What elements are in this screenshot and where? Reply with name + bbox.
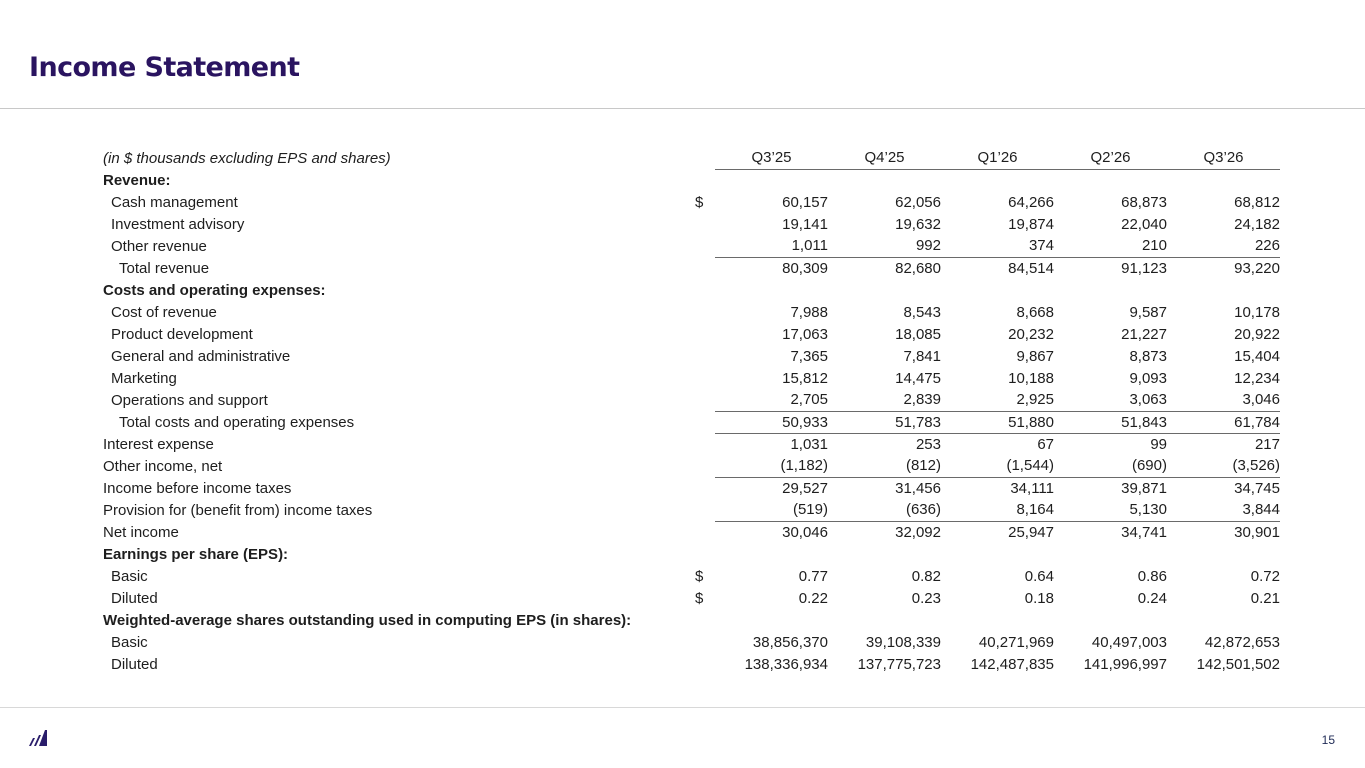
table-row — [103, 653, 1280, 675]
currency-symbol — [695, 389, 715, 411]
section-label: Revenue: — [103, 171, 171, 189]
row-label: Total costs and operating expenses — [119, 413, 355, 431]
value-cell — [715, 609, 828, 631]
value-cell: 5,130 — [1129, 501, 1167, 519]
table-row — [103, 521, 1280, 543]
value-cell: 8,543 — [903, 303, 941, 321]
table-row — [103, 345, 1280, 367]
page-title: Income Statement — [29, 52, 300, 83]
value-cell: 39,108,339 — [865, 633, 941, 651]
value-cell — [941, 543, 1054, 565]
currency-symbol — [695, 477, 715, 499]
value-cell: 0.86 — [1137, 567, 1167, 585]
currency-symbol — [695, 169, 715, 191]
value-cell: 210 — [1141, 237, 1167, 255]
currency-symbol — [695, 323, 715, 345]
row-label: Investment advisory — [111, 215, 245, 233]
value-cell — [1167, 609, 1280, 631]
table-row — [103, 169, 1280, 191]
value-cell: 24,182 — [1234, 215, 1280, 233]
currency-symbol: $ — [695, 567, 704, 585]
value-cell: 253 — [828, 433, 941, 455]
section-label: Earnings per share (EPS): — [103, 545, 289, 563]
row-label: Cost of revenue — [111, 303, 217, 321]
value-cell: 0.64 — [1024, 567, 1054, 585]
value-cell: 3,844 — [1242, 501, 1280, 519]
value-cell: 10,178 — [1234, 303, 1280, 321]
value-cell: 1,031 — [715, 433, 828, 455]
value-cell: 15,404 — [1234, 347, 1280, 365]
table-row — [103, 257, 1280, 279]
value-cell: 30,901 — [1167, 521, 1280, 543]
column-header: Q4’25 — [828, 147, 941, 169]
currency-symbol — [695, 455, 715, 477]
value-cell: 137,775,723 — [857, 655, 941, 673]
value-cell: 60,157 — [782, 193, 828, 211]
row-label: Total revenue — [119, 259, 210, 277]
table-row — [103, 235, 1280, 257]
value-cell: 51,843 — [1054, 411, 1167, 433]
column-header: Q3’26 — [1167, 147, 1280, 169]
currency-symbol: $ — [695, 589, 704, 607]
table-row — [103, 609, 1280, 631]
value-cell: 50,933 — [715, 411, 828, 433]
page-number: 15 — [1321, 733, 1335, 747]
value-cell: 22,040 — [1121, 215, 1167, 233]
section-label: Costs and operating expenses: — [103, 281, 326, 299]
table-row — [103, 323, 1280, 345]
value-cell: 61,784 — [1167, 411, 1280, 433]
value-cell — [941, 609, 1054, 631]
value-cell: 0.24 — [1137, 589, 1167, 607]
value-cell: 29,527 — [715, 477, 828, 499]
value-cell — [1167, 169, 1280, 191]
row-label: Operations and support — [111, 391, 268, 409]
value-cell: 19,141 — [782, 215, 828, 233]
value-cell: 64,266 — [1008, 193, 1054, 211]
value-cell: 30,046 — [715, 521, 828, 543]
value-cell — [941, 279, 1054, 301]
value-cell: 8,668 — [1016, 303, 1054, 321]
value-cell: 992 — [915, 237, 941, 255]
row-label: Marketing — [111, 369, 177, 387]
value-cell: 68,873 — [1121, 193, 1167, 211]
value-cell: 3,063 — [1129, 391, 1167, 409]
table-row — [103, 631, 1280, 653]
value-cell: 374 — [1028, 237, 1054, 255]
column-header: Q2’26 — [1054, 147, 1167, 169]
header-divider — [0, 108, 1365, 109]
value-cell: (812) — [905, 457, 941, 475]
value-cell: 67 — [941, 433, 1054, 455]
value-cell: 9,093 — [1129, 369, 1167, 387]
value-cell: 40,497,003 — [1091, 633, 1167, 651]
table-row — [103, 191, 1280, 213]
row-label: Basic — [111, 567, 148, 585]
currency-symbol: $ — [695, 193, 704, 211]
table-row — [103, 477, 1280, 499]
value-cell: 62,056 — [895, 193, 941, 211]
value-cell — [1054, 279, 1167, 301]
value-cell: 10,188 — [1008, 369, 1054, 387]
value-cell — [828, 169, 941, 191]
value-cell: 82,680 — [828, 257, 941, 279]
currency-symbol — [695, 367, 715, 389]
value-cell: 141,996,997 — [1083, 655, 1167, 673]
value-cell: 34,741 — [1054, 521, 1167, 543]
table-row — [103, 279, 1280, 301]
value-cell: 142,501,502 — [1196, 655, 1280, 673]
value-cell: 9,587 — [1129, 303, 1167, 321]
value-cell: 39,871 — [1054, 477, 1167, 499]
value-cell: 7,841 — [903, 347, 941, 365]
value-cell — [1167, 543, 1280, 565]
currency-symbol — [695, 433, 715, 455]
value-cell: 31,456 — [828, 477, 941, 499]
value-cell: 7,988 — [790, 303, 828, 321]
value-cell — [1054, 169, 1167, 191]
value-cell: 18,085 — [895, 325, 941, 343]
value-cell: 8,164 — [1016, 501, 1054, 519]
table-row — [103, 565, 1280, 587]
value-cell: 20,922 — [1234, 325, 1280, 343]
value-cell: 217 — [1167, 433, 1280, 455]
value-cell — [715, 543, 828, 565]
value-cell: 25,947 — [941, 521, 1054, 543]
value-cell: 34,111 — [941, 477, 1054, 499]
value-cell: 2,839 — [903, 391, 941, 409]
value-cell: 0.23 — [911, 589, 941, 607]
value-cell: 0.82 — [911, 567, 941, 585]
currency-symbol — [695, 279, 715, 301]
value-cell: 2,925 — [1016, 391, 1054, 409]
value-cell: 19,874 — [1008, 215, 1054, 233]
currency-symbol — [695, 345, 715, 367]
row-label: Other income, net — [103, 457, 223, 475]
value-cell: 93,220 — [1167, 257, 1280, 279]
table-row — [103, 389, 1280, 411]
value-cell: 2,705 — [790, 391, 828, 409]
row-label: Other revenue — [111, 237, 207, 255]
row-label: Diluted — [111, 589, 158, 607]
currency-symbol — [695, 521, 715, 543]
value-cell: 0.72 — [1250, 567, 1280, 585]
value-cell: 20,232 — [1008, 325, 1054, 343]
table-body — [103, 169, 1280, 675]
value-cell — [828, 543, 941, 565]
value-cell: 8,873 — [1129, 347, 1167, 365]
value-cell: 12,234 — [1234, 369, 1280, 387]
currency-symbol — [695, 609, 715, 631]
value-cell: 0.21 — [1250, 589, 1280, 607]
row-label: Product development — [111, 325, 253, 343]
value-cell — [828, 609, 941, 631]
row-label: Cash management — [111, 193, 238, 211]
row-label: Basic — [111, 633, 148, 651]
currency-symbol — [695, 631, 715, 653]
value-cell: 19,632 — [895, 215, 941, 233]
value-cell: (1,182) — [780, 457, 828, 475]
value-cell: 17,063 — [782, 325, 828, 343]
row-label: Provision for (benefit from) income taxes — [103, 501, 373, 519]
currency-symbol — [695, 653, 715, 675]
value-cell: 42,872,653 — [1204, 633, 1280, 651]
currency-symbol — [695, 301, 715, 323]
table-row — [103, 301, 1280, 323]
table-row — [103, 367, 1280, 389]
value-cell — [1054, 609, 1167, 631]
table-row — [103, 411, 1280, 433]
value-cell: 15,812 — [782, 369, 828, 387]
value-cell: 51,880 — [941, 411, 1054, 433]
value-cell: 9,867 — [1016, 347, 1054, 365]
table-row — [103, 587, 1280, 609]
table-row — [103, 455, 1280, 477]
company-logo-icon — [28, 727, 48, 747]
value-cell: 34,745 — [1167, 477, 1280, 499]
value-cell — [941, 169, 1054, 191]
value-cell: (1,544) — [1006, 457, 1054, 475]
value-cell: 0.77 — [798, 567, 828, 585]
table-row — [103, 499, 1280, 521]
section-label: Weighted-average shares outstanding used in computing EPS (in shares): — [103, 611, 632, 629]
value-cell — [1054, 543, 1167, 565]
value-cell: 1,011 — [791, 237, 828, 255]
row-label: Interest expense — [103, 435, 214, 453]
column-header: Q3’25 — [715, 147, 828, 169]
value-cell — [715, 279, 828, 301]
value-cell: 38,856,370 — [752, 633, 828, 651]
value-cell: 32,092 — [828, 521, 941, 543]
value-cell: 99 — [1054, 433, 1167, 455]
row-label: General and administrative — [111, 347, 291, 365]
value-cell: (690) — [1131, 457, 1167, 475]
value-cell: 138,336,934 — [744, 655, 828, 673]
value-cell: 226 — [1254, 237, 1280, 255]
currency-symbol — [695, 235, 715, 257]
value-cell: 91,123 — [1054, 257, 1167, 279]
income-statement-table — [103, 147, 1280, 675]
value-cell — [828, 279, 941, 301]
value-cell: 68,812 — [1234, 193, 1280, 211]
value-cell: 21,227 — [1121, 325, 1167, 343]
row-label: Net income — [103, 523, 179, 541]
value-cell: 14,475 — [895, 369, 941, 387]
table-row — [103, 433, 1280, 455]
currency-symbol — [695, 499, 715, 521]
value-cell: 80,309 — [715, 257, 828, 279]
value-cell: 142,487,835 — [970, 655, 1054, 673]
footer-divider — [0, 707, 1365, 708]
currency-symbol — [695, 543, 715, 565]
row-label: Income before income taxes — [103, 479, 292, 497]
table-header-row — [103, 147, 1280, 169]
table-units-note: (in $ thousands excluding EPS and shares) — [103, 149, 391, 167]
value-cell — [715, 169, 828, 191]
column-header: Q1’26 — [941, 147, 1054, 169]
value-cell: 3,046 — [1242, 391, 1280, 409]
value-cell: (3,526) — [1232, 457, 1280, 475]
currency-symbol — [695, 213, 715, 235]
value-cell: (636) — [905, 501, 941, 519]
table-row — [103, 213, 1280, 235]
value-cell: (519) — [792, 501, 828, 519]
value-cell: 7,365 — [790, 347, 828, 365]
value-cell: 51,783 — [828, 411, 941, 433]
row-label: Diluted — [111, 655, 158, 673]
value-cell: 0.22 — [798, 589, 828, 607]
value-cell: 0.18 — [1024, 589, 1054, 607]
currency-symbol — [695, 411, 715, 433]
currency-symbol — [695, 257, 715, 279]
value-cell: 84,514 — [941, 257, 1054, 279]
table-row — [103, 543, 1280, 565]
value-cell: 40,271,969 — [978, 633, 1054, 651]
value-cell — [1167, 279, 1280, 301]
